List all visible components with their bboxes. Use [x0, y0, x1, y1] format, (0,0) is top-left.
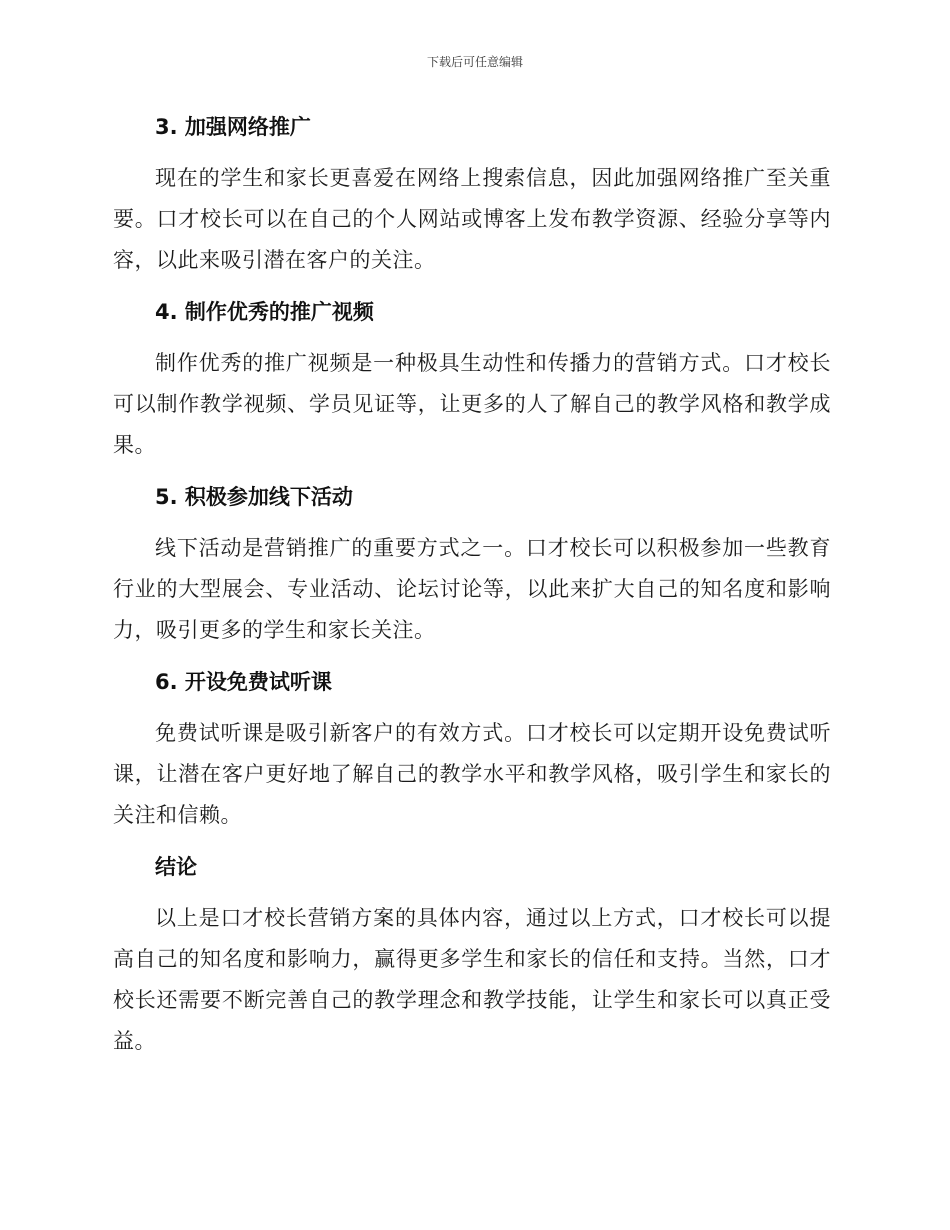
section-paragraph: 线下活动是营销推广的重要方式之一。口才校长可以积极参加一些教育行业的大型展会、专业活动、论坛讨论等，以此来扩大自己的知名度和影响力，吸引更多的学生和家长关注。 — [113, 536, 831, 642]
section-heading: 结论 — [155, 855, 197, 879]
section-free-trial — [113, 668, 831, 836]
section-heading: 4. 制作优秀的推广视频 — [155, 300, 374, 324]
section-paragraph: 以上是口才校长营销方案的具体内容，通过以上方式，口才校长可以提高自己的知名度和影响力，赢得更多学生和家长的信任和支持。当然，口才校长还需要不断完善自己的教学理念和教学技能，让学生和家长可以真正受益。 — [113, 906, 831, 1053]
section-paragraph: 现在的学生和家长更喜爱在网络上搜索信息，因此加强网络推广至关重要。口才校长可以在自己的个人网站或博客上发布教学资源、经验分享等内容，以此来吸引潜在客户的关注。 — [113, 166, 831, 272]
section-heading: 3. 加强网络推广 — [155, 115, 311, 139]
section-online-promotion — [113, 113, 831, 281]
section-offline-events — [113, 483, 831, 651]
section-conclusion — [113, 853, 831, 1062]
document-body — [113, 113, 831, 1062]
page-header: 下载后可任意编辑 — [426, 55, 523, 69]
section-promo-video — [113, 298, 831, 466]
section-paragraph: 免费试听课是吸引新客户的有效方式。口才校长可以定期开设免费试听课，让潜在客户更好地了解自己的教学水平和教学风格，吸引学生和家长的关注和信赖。 — [113, 721, 831, 827]
section-paragraph: 制作优秀的推广视频是一种极具生动性和传播力的营销方式。口才校长可以制作教学视频、学员见证等，让更多的人了解自己的教学风格和教学成果。 — [113, 351, 831, 457]
section-heading: 5. 积极参加线下活动 — [155, 485, 353, 509]
section-heading: 6. 开设免费试听课 — [155, 670, 332, 694]
